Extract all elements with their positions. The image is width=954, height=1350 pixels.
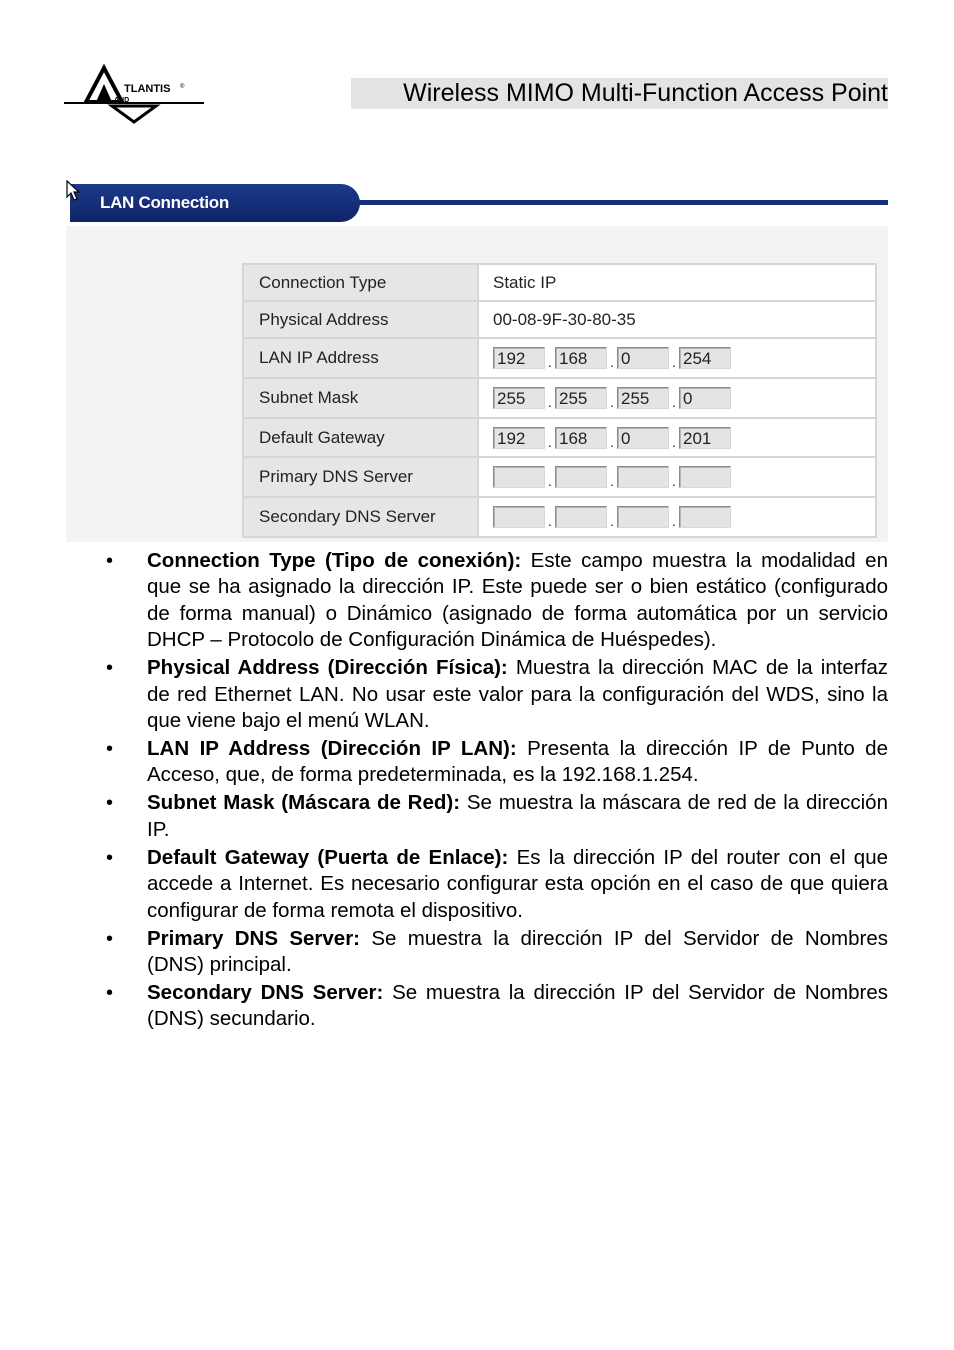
setting-value: Static IP (478, 264, 876, 301)
banner-rule (346, 200, 888, 205)
bullet-text: Se muestra la máscara de red de la dirección IP. (147, 791, 888, 841)
ip-octet-input[interactable]: 255 (555, 387, 607, 409)
ip-separator: . (610, 433, 614, 450)
ip-separator: . (548, 433, 552, 450)
bullet-text: Este campo muestra la modalidad en que se ha asignado la dirección IP. Este puede ser o bien estático (configurado de forma manual) o Dinámico (asignado de forma automática por un servicio DHCP – Protocolo de Configuración Dinámica de Huéspedes). (147, 549, 888, 652)
settings-row (243, 457, 876, 497)
list-item (106, 548, 888, 654)
setting-value: 00-08-9F-30-80-35 (478, 301, 876, 338)
list-item (106, 790, 888, 843)
bullet-icon: • (106, 846, 114, 869)
lan-settings-panel (66, 226, 888, 542)
atlantis-land-logo (64, 62, 206, 126)
ip-octet-group (493, 466, 875, 488)
ip-separator: . (672, 473, 676, 489)
settings-row (243, 301, 876, 338)
bullet-icon: • (106, 982, 114, 1005)
list-item (106, 980, 888, 1033)
settings-row (243, 418, 876, 457)
bullet-term: Primary DNS Server: (147, 926, 361, 950)
ip-separator: . (672, 513, 676, 529)
ip-octet-group (493, 427, 875, 449)
bullet-text: Muestra la dirección MAC de la interfaz de red Ethernet LAN. No usar este valor para la configuración del WDS, sino la que viene bajo el menú WLAN. (147, 656, 888, 733)
ip-address-field (478, 457, 876, 497)
bullet-term: LAN IP Address (Dirección IP LAN): (147, 737, 517, 761)
bullet-text: Presenta la dirección IP de Punto de Acceso, que, de forma predeterminada, es la 192.168.1.254. (147, 737, 888, 787)
mouse-cursor-icon (66, 180, 80, 202)
settings-row (243, 497, 876, 537)
ip-separator: . (610, 473, 614, 489)
bullet-text: Es la dirección IP del router con el que accede a Internet. Es necesario configurar esta opción en el caso de que quiera configurar de forma remota el dispositivo. (147, 845, 888, 922)
setting-label: Default Gateway (243, 418, 478, 457)
ip-address-field (478, 338, 876, 378)
ip-octet-input[interactable] (617, 466, 669, 488)
ip-octet-group (493, 347, 875, 369)
bullet-term: Subnet Mask (Máscara de Red): (147, 791, 461, 815)
document-title (351, 78, 888, 109)
ip-octet-group (493, 387, 875, 409)
svg-text:TLANTIS: TLANTIS (124, 83, 171, 95)
bullet-icon: • (106, 738, 114, 761)
ip-octet-input[interactable]: 0 (617, 347, 669, 369)
ip-octet-input[interactable]: 0 (617, 427, 669, 449)
section-label: LAN Connection (100, 193, 229, 212)
ip-octet-input[interactable]: 192 (493, 347, 545, 369)
settings-row (243, 338, 876, 378)
ip-octet-input[interactable] (555, 506, 607, 528)
setting-label: LAN IP Address (243, 338, 478, 378)
ip-octet-input[interactable]: 255 (617, 387, 669, 409)
field-description-list (106, 548, 888, 1034)
settings-row (243, 264, 876, 301)
ip-octet-input[interactable] (679, 506, 731, 528)
bullet-icon: • (106, 927, 114, 950)
ip-octet-input[interactable]: 192 (493, 427, 545, 449)
document-title-text: Wireless MIMO Multi-Function Access Point (403, 79, 888, 107)
setting-label: Subnet Mask (243, 378, 478, 418)
setting-label: Primary DNS Server (243, 457, 478, 497)
ip-address-field (478, 378, 876, 418)
bullet-term: Physical Address (Dirección Física): (147, 656, 508, 680)
list-item (106, 655, 888, 734)
ip-octet-input[interactable]: 201 (679, 427, 731, 449)
bullet-term: Default Gateway (Puerta de Enlace): (147, 845, 509, 869)
bullet-icon: • (106, 657, 114, 680)
bullet-icon: • (106, 792, 114, 815)
setting-label: Connection Type (243, 264, 478, 301)
ip-separator: . (610, 513, 614, 529)
ip-separator: . (548, 394, 552, 410)
bullet-icon: • (106, 550, 114, 572)
ip-octet-input[interactable] (493, 506, 545, 528)
ip-octet-group (493, 506, 875, 528)
ip-octet-input[interactable]: 255 (493, 387, 545, 409)
ip-octet-input[interactable] (617, 506, 669, 528)
svg-text:®: ® (180, 84, 185, 90)
ip-octet-input[interactable] (679, 466, 731, 488)
ip-octet-input[interactable] (555, 466, 607, 488)
setting-label: Secondary DNS Server (243, 497, 478, 537)
section-banner (66, 180, 888, 226)
ip-address-field (478, 418, 876, 457)
bullet-text: Se muestra la dirección IP del Servidor de Nombres (DNS) principal. (147, 926, 888, 977)
list-item (106, 845, 888, 924)
ip-separator: . (548, 473, 552, 489)
ip-separator: . (548, 354, 552, 370)
ip-separator: . (672, 354, 676, 370)
lan-settings-table (242, 263, 877, 538)
list-item (106, 736, 888, 789)
ip-octet-input[interactable]: 0 (679, 387, 731, 409)
bullet-term: Connection Type (Tipo de conexión): (147, 549, 522, 572)
ip-octet-input[interactable]: 168 (555, 347, 607, 369)
ip-separator: . (672, 433, 676, 450)
ip-octet-input[interactable]: 254 (679, 347, 731, 369)
settings-row (243, 378, 876, 418)
ip-separator: . (548, 513, 552, 529)
list-item (106, 926, 888, 979)
bullet-text: Se muestra la dirección IP del Servidor de Nombres (DNS) secundario. (147, 981, 888, 1031)
ip-separator: . (610, 354, 614, 370)
ip-address-field (478, 497, 876, 537)
ip-octet-input[interactable]: 168 (555, 427, 607, 449)
ip-separator: . (672, 394, 676, 410)
svg-text:AND: AND (114, 97, 130, 104)
ip-separator: . (610, 394, 614, 410)
ip-octet-input[interactable] (493, 466, 545, 488)
bullet-term: Secondary DNS Server: (147, 981, 384, 1005)
setting-label: Physical Address (243, 301, 478, 338)
